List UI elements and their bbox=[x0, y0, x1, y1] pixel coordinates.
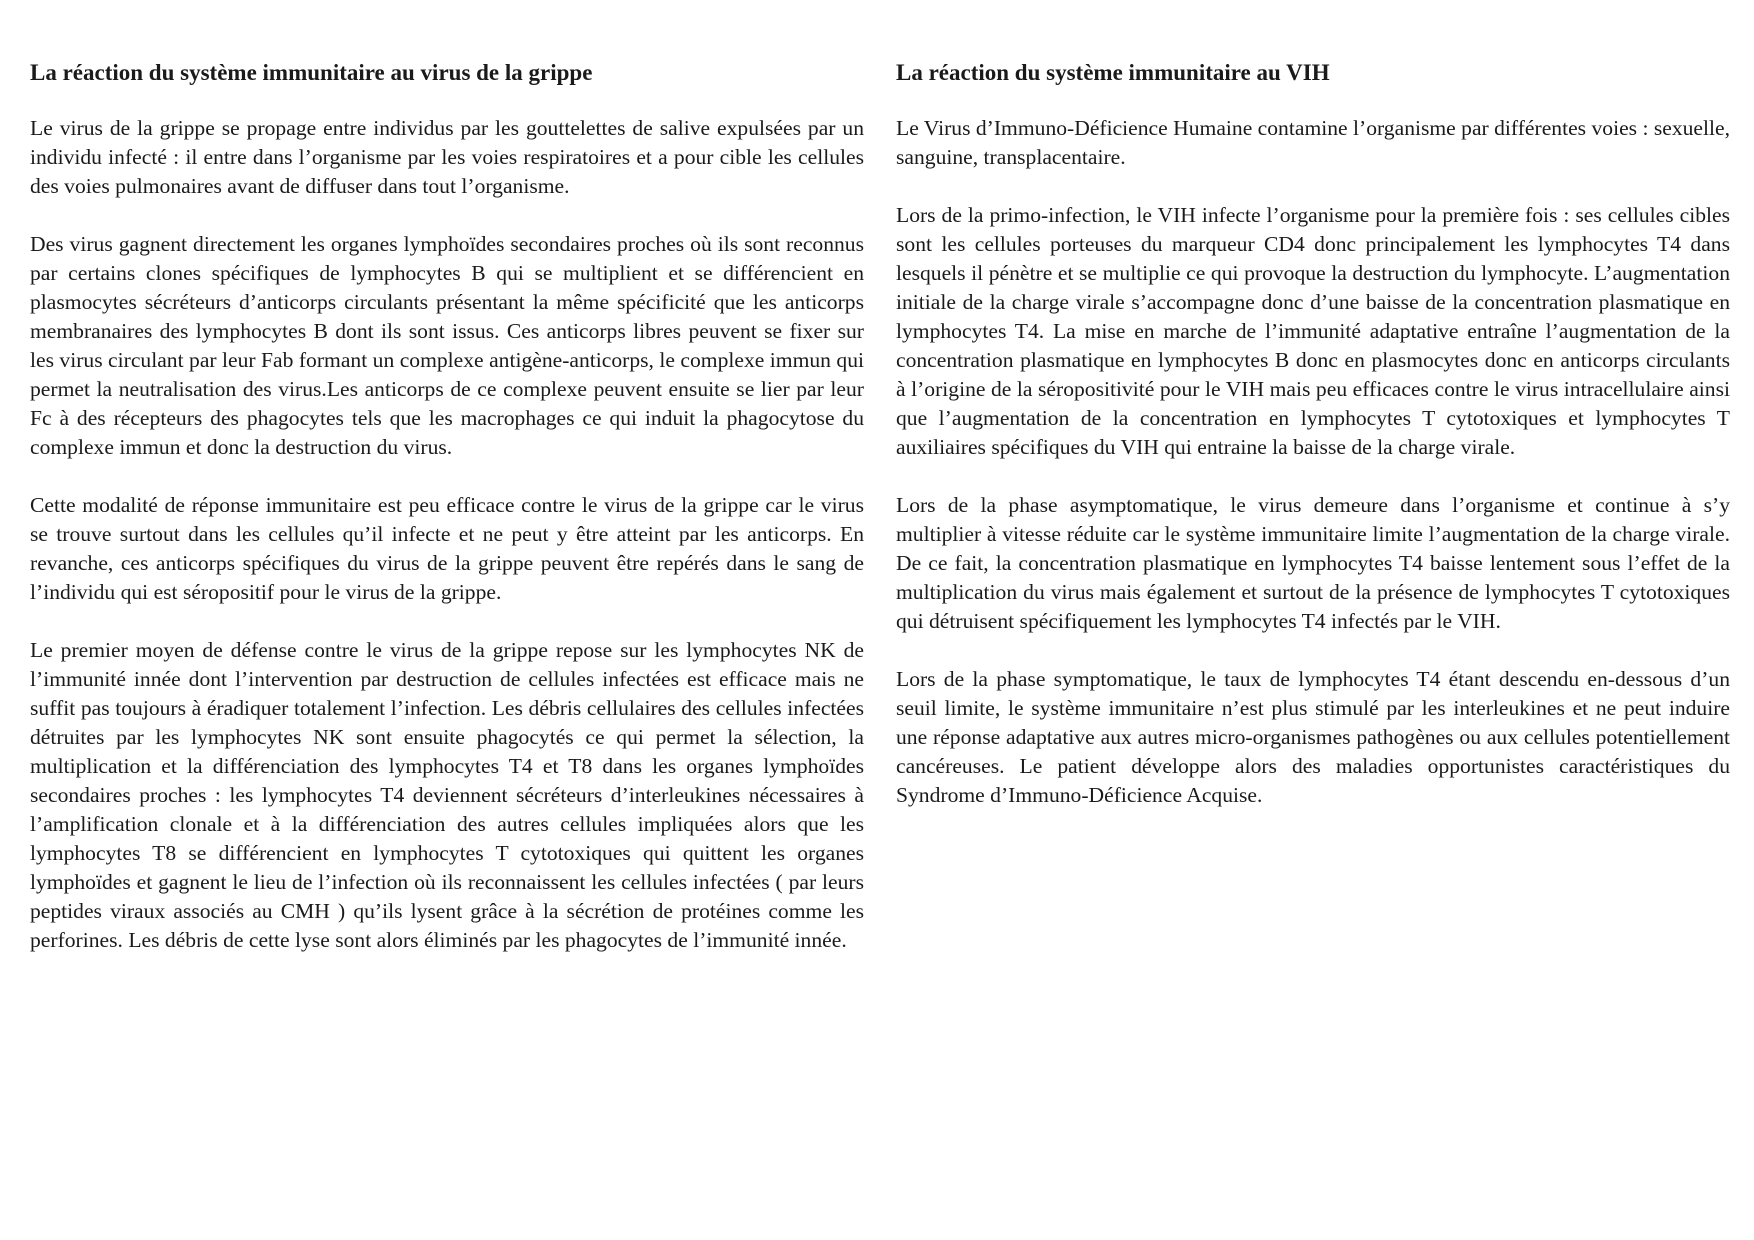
flu-paragraph-1: Le virus de la grippe se propage entre individus par les gouttelettes de salive expulsées par un individu infecté : il entre dans l’organisme par les voies respiratoires et a pour cible les cellules des voies pulmonaires avant de diffuser dans tout l’organisme. bbox=[30, 116, 864, 198]
flu-paragraph-2: Des virus gagnent directement les organes lymphoïdes secondaires proches où ils sont reconnus par certains clones spécifiques de lymphocytes B qui se multiplient et se différencient en plasmocytes sécréteurs d’anticorps circulants présentant la même spécificité que les anticorps membranaires des lymphocytes B dont ils sont issus. Ces anticorps libres peuvent se fixer sur les virus circulant par leur Fab formant un complexe antigène-anticorps, le complexe immun qui permet la neutralisation des virus.Les anticorps de ce complexe peuvent ensuite se lier par leur Fc à des récepteurs des phagocytes tels que les macrophages ce qui induit la phagocytose du complexe immun et donc la destruction du virus. bbox=[30, 232, 864, 459]
hiv-paragraph-1: Le Virus d’Immuno-Déficience Humaine contamine l’organisme par différentes voies : sexuelle, sanguine, transplacentaire. bbox=[896, 116, 1730, 169]
hiv-paragraph-3: Lors de la phase asymptomatique, le virus demeure dans l’organisme et continue à s’y multiplier à vitesse réduite car le système immunitaire limite l’augmentation de la charge virale. De ce fait, la concentration plasmatique en lymphocytes T4 baisse lentement sous l’effet de la multiplication du virus mais également et surtout de la présence de lymphocytes T cytotoxiques qui détruisent spécifiquement les lymphocytes T4 infectés par le VIH. bbox=[896, 493, 1730, 633]
hiv-paragraph-4: Lors de la phase symptomatique, le taux de lymphocytes T4 étant descendu en-dessous d’un seuil limite, le système immunitaire n’est plus stimulé par les interleukines et ne peut induire une réponse adaptative aux autres micro-organismes pathogènes ou aux cellules potentiellement cancéreuses. Le patient développe alors des maladies opportunistes caractéristiques du Syndrome d’Immuno-Déficience Acquise. bbox=[896, 667, 1730, 807]
flu-paragraph-3: Cette modalité de réponse immunitaire est peu efficace contre le virus de la grippe car le virus se trouve surtout dans les cellules qu’il infecte et ne peut y être atteint par les anticorps. En revanche, ces anticorps spécifiques du virus de la grippe peuvent être repérés dans le sang de l’individu qui est séropositif pour le virus de la grippe. bbox=[30, 493, 864, 604]
right-column-hiv bbox=[896, 58, 1730, 839]
right-column-title: La réaction du système immunitaire au VIH bbox=[896, 60, 1330, 85]
hiv-paragraph-2: Lors de la primo-infection, le VIH infecte l’organisme pour la première fois : ses cellules cibles sont les cellules porteuses du marqueur CD4 donc principalement les lymphocytes T4 dans lesquels il pénètre et se multiplie ce qui provoque la destruction du lymphocyte. L’augmentation initiale de la charge virale s’accompagne donc d’une baisse de la concentration plasmatique en lymphocytes T4. La mise en marche de l’immunité adaptative entraîne l’augmentation de la concentration plasmatique en lymphocytes B donc en plasmocytes donc en anticorps circulants à l’origine de la séropositivité pour le VIH mais peu efficaces contre le virus intracellulaire ainsi que l’augmentation de la concentration en lymphocytes T cytotoxiques et lymphocytes T auxiliaires spécifiques du VIH qui entraine la baisse de la charge virale. bbox=[896, 203, 1730, 459]
left-column-title: La réaction du système immunitaire au virus de la grippe bbox=[30, 60, 593, 85]
flu-paragraph-4: Le premier moyen de défense contre le virus de la grippe repose sur les lymphocytes NK de l’immunité innée dont l’intervention par destruction de cellules infectées est efficace mais ne suffit pas toujours à éradiquer totalement l’infection. Les débris cellulaires des cellules infectées détruites par les lymphocytes NK sont ensuite phagocytés ce qui permet la sélection, la multiplication et la différenciation des lymphocytes T4 et T8 dans les organes lymphoïdes secondaires proches : les lymphocytes T4 deviennent sécréteurs d’interleukines nécessaires à l’amplification clonale et à la différenciation des autres cellules impliquées alors que les lymphocytes T8 se différencient en lymphocytes T cytotoxiques qui quittent les organes lymphoïdes et gagnent le lieu de l’infection où ils reconnaissent les cellules infectées ( par leurs peptides viraux associés au CMH ) qu’ils lysent grâce à la sécrétion de protéines comme les perforines. Les débris de cette lyse sont alors éliminés par les phagocytes de l’immunité innée. bbox=[30, 638, 864, 952]
left-column-flu bbox=[30, 58, 864, 984]
